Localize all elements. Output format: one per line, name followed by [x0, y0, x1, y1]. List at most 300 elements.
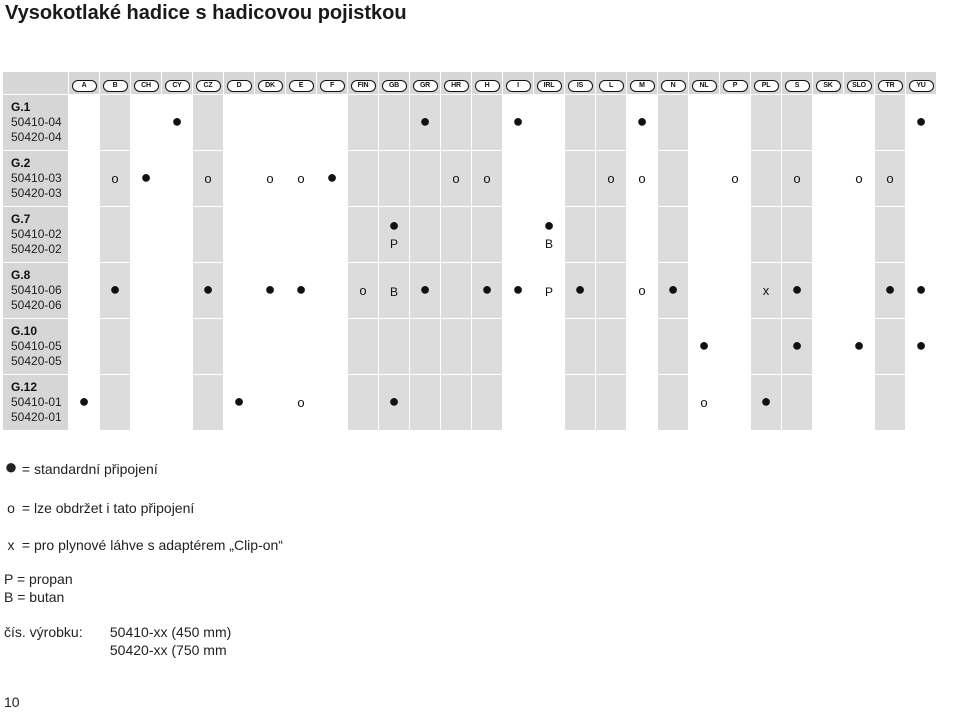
country-header-tr	[875, 72, 906, 95]
table-cell	[193, 263, 224, 319]
table-cell	[286, 263, 317, 319]
table-cell	[379, 319, 410, 375]
legend-standard	[4, 454, 158, 479]
country-header-sk	[813, 72, 844, 95]
dot-icon: ●	[636, 111, 648, 131]
table-cell	[348, 207, 379, 263]
country-header-row	[3, 72, 937, 95]
table-cell	[565, 263, 596, 319]
cell-mark: o	[700, 394, 708, 410]
country-badge: SLO	[847, 80, 872, 92]
country-badge: I	[506, 80, 531, 92]
cell-mark: x	[762, 282, 770, 298]
country-header-cy	[162, 72, 193, 95]
table-cell	[534, 319, 565, 375]
legend-optional	[4, 500, 194, 516]
country-header-s	[782, 72, 813, 95]
part-numbers	[4, 624, 231, 660]
row-part-number: 50410-03	[11, 171, 62, 185]
country-header-h	[472, 72, 503, 95]
row-part-number: 50410-02	[11, 227, 62, 241]
table-cell	[441, 207, 472, 263]
country-header-gb	[379, 72, 410, 95]
table-cell	[658, 263, 689, 319]
table-cell	[100, 95, 131, 151]
dot-icon: ●	[512, 111, 524, 131]
cell-mark: o	[731, 170, 739, 186]
country-badge: D	[227, 80, 252, 92]
cell-mark: o	[483, 170, 491, 186]
country-header-nl	[689, 72, 720, 95]
table-cell	[224, 95, 255, 151]
table-cell	[875, 319, 906, 375]
table-cell	[658, 151, 689, 207]
country-badge: NL	[692, 80, 717, 92]
table-cell	[410, 207, 441, 263]
table-cell	[813, 263, 844, 319]
row-label	[3, 319, 69, 375]
dot-icon: ●	[295, 279, 307, 299]
country-badge: IS	[568, 80, 593, 92]
table-cell	[720, 151, 751, 207]
country-header-b	[100, 72, 131, 95]
table-cell	[596, 263, 627, 319]
dot-icon: ●	[264, 279, 276, 299]
table-cell	[503, 95, 534, 151]
country-badge: FIN	[351, 80, 376, 92]
table-cell	[317, 151, 348, 207]
table-cell	[906, 95, 937, 151]
dot-icon: ●	[760, 391, 772, 411]
table-cell	[875, 375, 906, 431]
country-badge: PL	[754, 80, 779, 92]
cell-mark: o	[204, 170, 212, 186]
table-cell	[69, 319, 100, 375]
table-cell	[441, 263, 472, 319]
table-cell	[441, 319, 472, 375]
row-part-number: 50420-03	[11, 186, 62, 200]
country-badge: HR	[444, 80, 469, 92]
table-cell	[472, 95, 503, 151]
table-cell	[317, 263, 348, 319]
table-row	[3, 375, 937, 431]
table-cell	[317, 95, 348, 151]
cell-mark: o	[266, 170, 274, 186]
country-badge: CZ	[196, 80, 221, 92]
cell-mark: o	[638, 282, 646, 298]
table-cell	[534, 263, 565, 319]
table-cell	[317, 319, 348, 375]
table-cell	[596, 151, 627, 207]
dot-icon: ●	[915, 279, 927, 299]
row-label	[3, 263, 69, 319]
table-row	[3, 95, 937, 151]
legend-optional-text: = lze obdržet i tato připojení	[21, 500, 195, 516]
dot-icon: ●	[915, 111, 927, 131]
table-cell	[379, 95, 410, 151]
legend-standard-text: = standardní připojení	[21, 461, 158, 477]
country-header-i	[503, 72, 534, 95]
country-badge: YU	[909, 80, 934, 92]
table-cell	[844, 319, 875, 375]
table-cell	[751, 207, 782, 263]
cell-gas-label: B	[389, 285, 398, 299]
table-cell	[441, 375, 472, 431]
table-cell	[410, 263, 441, 319]
table-cell	[224, 319, 255, 375]
table-cell	[348, 95, 379, 151]
dot-icon: ●	[4, 454, 18, 479]
legend-propane: P = propan	[4, 571, 73, 587]
cell-mark: o	[297, 170, 305, 186]
country-header-is	[565, 72, 596, 95]
country-badge: SK	[816, 80, 841, 92]
table-cell	[286, 207, 317, 263]
table-row	[3, 151, 937, 207]
table-cell	[596, 95, 627, 151]
table-cell	[162, 207, 193, 263]
table-cell	[317, 207, 348, 263]
table-cell	[844, 375, 875, 431]
table-cell	[906, 151, 937, 207]
dot-icon: ●	[233, 391, 245, 411]
table-cell	[131, 319, 162, 375]
country-header-cz	[193, 72, 224, 95]
table-cell	[658, 207, 689, 263]
table-cell	[286, 151, 317, 207]
table-cell	[689, 151, 720, 207]
table-cell	[255, 375, 286, 431]
table-cell	[782, 151, 813, 207]
table-cell	[441, 95, 472, 151]
table-cell	[627, 263, 658, 319]
table-cell	[751, 151, 782, 207]
table-cell	[131, 151, 162, 207]
country-header-irl	[534, 72, 565, 95]
table-cell	[224, 263, 255, 319]
table-cell	[813, 319, 844, 375]
row-code: G.1	[11, 100, 31, 114]
row-part-number: 50420-02	[11, 242, 62, 256]
country-header-m	[627, 72, 658, 95]
dot-icon: ●	[884, 279, 896, 299]
dot-icon: ●	[388, 391, 400, 411]
row-code: G.10	[11, 324, 38, 338]
table-cell	[689, 263, 720, 319]
table-cell	[162, 151, 193, 207]
table-cell	[689, 319, 720, 375]
row-part-number: 50420-05	[11, 354, 62, 368]
table-cell	[875, 263, 906, 319]
dot-icon: ●	[481, 279, 493, 299]
cell-mark: o	[793, 170, 801, 186]
table-cell	[503, 319, 534, 375]
table-cell	[503, 207, 534, 263]
cell-gas-label: P	[544, 285, 553, 299]
table-cell	[627, 319, 658, 375]
dot-icon: ●	[791, 335, 803, 355]
country-header-l	[596, 72, 627, 95]
table-cell	[875, 207, 906, 263]
table-cell	[255, 95, 286, 151]
country-header-yu	[906, 72, 937, 95]
legend-clip-on-text: = pro plynové láhve s adaptérem „Clip-on“	[21, 537, 283, 553]
row-part-number: 50420-01	[11, 410, 62, 424]
table-cell	[224, 375, 255, 431]
table-cell	[782, 207, 813, 263]
country-badge: DK	[258, 80, 283, 92]
country-header-ch	[131, 72, 162, 95]
dot-icon: ●	[667, 279, 679, 299]
table-cell	[193, 95, 224, 151]
table-cell	[565, 151, 596, 207]
table-cell	[100, 375, 131, 431]
row-part-number: 50410-05	[11, 339, 62, 353]
table-cell	[69, 207, 100, 263]
table-cell	[813, 375, 844, 431]
cell-gas-label: P	[389, 236, 398, 251]
country-badge: CY	[165, 80, 190, 92]
table-cell	[906, 263, 937, 319]
table-cell	[348, 263, 379, 319]
table-row	[3, 319, 937, 375]
header-corner	[3, 72, 69, 95]
row-label	[3, 375, 69, 431]
table-cell	[658, 95, 689, 151]
table-cell	[689, 207, 720, 263]
table-cell	[379, 263, 410, 319]
legend-x-symbol: x	[7, 537, 15, 553]
table-cell	[720, 375, 751, 431]
row-label	[3, 95, 69, 151]
legend-clip-on	[4, 537, 283, 553]
table-cell	[441, 151, 472, 207]
table-cell	[131, 95, 162, 151]
table-cell	[193, 151, 224, 207]
country-header-n	[658, 72, 689, 95]
table-cell	[720, 95, 751, 151]
cell-mark: o	[886, 170, 894, 186]
part-number-750: 50420-xx (750 mm	[109, 642, 227, 658]
table-cell	[286, 375, 317, 431]
country-header-dk	[255, 72, 286, 95]
country-header-a	[69, 72, 100, 95]
row-code: G.8	[11, 268, 31, 282]
table-row	[3, 207, 937, 263]
cell-mark: o	[359, 282, 367, 298]
table-cell	[534, 151, 565, 207]
table-cell	[503, 375, 534, 431]
table-cell	[844, 95, 875, 151]
cell-mark: o	[452, 170, 460, 186]
row-part-number: 50410-01	[11, 395, 62, 409]
table-cell	[782, 95, 813, 151]
dot-icon: ●	[109, 279, 121, 299]
table-cell	[379, 207, 410, 263]
table-cell	[627, 95, 658, 151]
table-cell	[627, 151, 658, 207]
table-cell	[162, 263, 193, 319]
table-cell	[565, 319, 596, 375]
table-cell	[69, 263, 100, 319]
country-badge: A	[72, 80, 97, 92]
table-cell	[565, 375, 596, 431]
table-cell	[720, 207, 751, 263]
dot-icon: ●	[698, 335, 710, 355]
dot-icon: ●	[326, 167, 338, 187]
table-cell	[379, 151, 410, 207]
row-code: G.12	[11, 380, 38, 394]
table-cell	[534, 375, 565, 431]
part-number-label: čís. výrobku:	[4, 624, 83, 640]
table-cell	[472, 319, 503, 375]
table-row	[3, 263, 937, 319]
dot-icon: ●	[388, 214, 400, 235]
cell-mark: o	[111, 170, 119, 186]
table-cell	[751, 95, 782, 151]
country-badge: TR	[878, 80, 903, 92]
cell-mark: o	[638, 170, 646, 186]
table-cell	[875, 151, 906, 207]
table-cell	[379, 375, 410, 431]
table-cell	[472, 263, 503, 319]
row-part-number: 50410-04	[11, 115, 62, 129]
table-cell	[720, 319, 751, 375]
table-cell	[131, 263, 162, 319]
table-cell	[100, 151, 131, 207]
row-part-number: 50410-06	[11, 283, 62, 297]
country-badge: P	[723, 80, 748, 92]
dot-icon: ●	[419, 279, 431, 299]
country-badge: B	[103, 80, 128, 92]
table-cell	[255, 263, 286, 319]
table-cell	[224, 207, 255, 263]
dot-icon: ●	[915, 335, 927, 355]
table-cell	[69, 151, 100, 207]
table-cell	[906, 375, 937, 431]
country-badge: L	[599, 80, 624, 92]
table-cell	[658, 319, 689, 375]
table-cell	[503, 151, 534, 207]
cell-gas-label: B	[544, 236, 553, 251]
table-cell	[286, 319, 317, 375]
table-cell	[906, 207, 937, 263]
table-cell	[131, 207, 162, 263]
country-badge: CH	[134, 80, 159, 92]
table-cell	[410, 95, 441, 151]
row-label	[3, 151, 69, 207]
table-cell	[348, 319, 379, 375]
table-cell	[348, 375, 379, 431]
cell-mark: o	[607, 170, 615, 186]
dot-icon: ●	[202, 279, 214, 299]
country-badge: GB	[382, 80, 407, 92]
table-cell	[689, 95, 720, 151]
table-cell	[317, 375, 348, 431]
table-cell	[100, 319, 131, 375]
row-part-number: 50420-04	[11, 130, 62, 144]
table-cell	[224, 151, 255, 207]
table-cell	[69, 95, 100, 151]
dot-icon: ●	[171, 111, 183, 131]
table-cell	[813, 151, 844, 207]
legend-butane: B = butan	[4, 589, 65, 605]
legend-o-symbol: o	[7, 500, 15, 516]
dot-icon: ●	[543, 214, 555, 235]
table-cell	[503, 263, 534, 319]
table-cell	[627, 375, 658, 431]
country-header-e	[286, 72, 317, 95]
table-cell	[565, 95, 596, 151]
dot-icon: ●	[574, 279, 586, 299]
table-cell	[596, 207, 627, 263]
table-cell	[100, 263, 131, 319]
table-cell	[534, 207, 565, 263]
table-cell	[751, 263, 782, 319]
country-badge: GR	[413, 80, 438, 92]
country-badge: S	[785, 80, 810, 92]
row-label	[3, 207, 69, 263]
table-cell	[782, 263, 813, 319]
table-cell	[162, 319, 193, 375]
dot-icon: ●	[791, 279, 803, 299]
table-cell	[782, 375, 813, 431]
table-cell	[472, 207, 503, 263]
table-cell	[534, 95, 565, 151]
table-cell	[596, 319, 627, 375]
country-badge: N	[661, 80, 686, 92]
table-cell	[658, 375, 689, 431]
table-cell	[348, 151, 379, 207]
table-cell	[69, 375, 100, 431]
table-cell	[410, 151, 441, 207]
table-cell	[472, 151, 503, 207]
table-cell	[565, 207, 596, 263]
table-cell	[844, 263, 875, 319]
table-cell	[906, 319, 937, 375]
table-cell	[193, 375, 224, 431]
table-cell	[689, 375, 720, 431]
table-cell	[813, 95, 844, 151]
table-cell	[100, 207, 131, 263]
table-cell	[162, 375, 193, 431]
dot-icon: ●	[853, 335, 865, 355]
country-badge: E	[289, 80, 314, 92]
country-header-p	[720, 72, 751, 95]
table-cell	[410, 319, 441, 375]
country-header-slo	[844, 72, 875, 95]
country-header-f	[317, 72, 348, 95]
country-header-d	[224, 72, 255, 95]
table-cell	[162, 95, 193, 151]
dot-icon: ●	[419, 111, 431, 131]
country-badge: IRL	[537, 80, 562, 92]
row-code: G.2	[11, 156, 31, 170]
cell-mark: o	[297, 394, 305, 410]
table-cell	[627, 207, 658, 263]
dot-icon: ●	[140, 167, 152, 187]
table-cell	[255, 207, 286, 263]
row-part-number: 50420-06	[11, 298, 62, 312]
table-cell	[131, 375, 162, 431]
page-number: 10	[4, 694, 20, 710]
cell-mark: o	[855, 170, 863, 186]
table-cell	[410, 375, 441, 431]
table-cell	[193, 319, 224, 375]
part-number-450: 50410-xx (450 mm)	[109, 624, 232, 640]
country-badge: H	[475, 80, 500, 92]
country-header-hr	[441, 72, 472, 95]
